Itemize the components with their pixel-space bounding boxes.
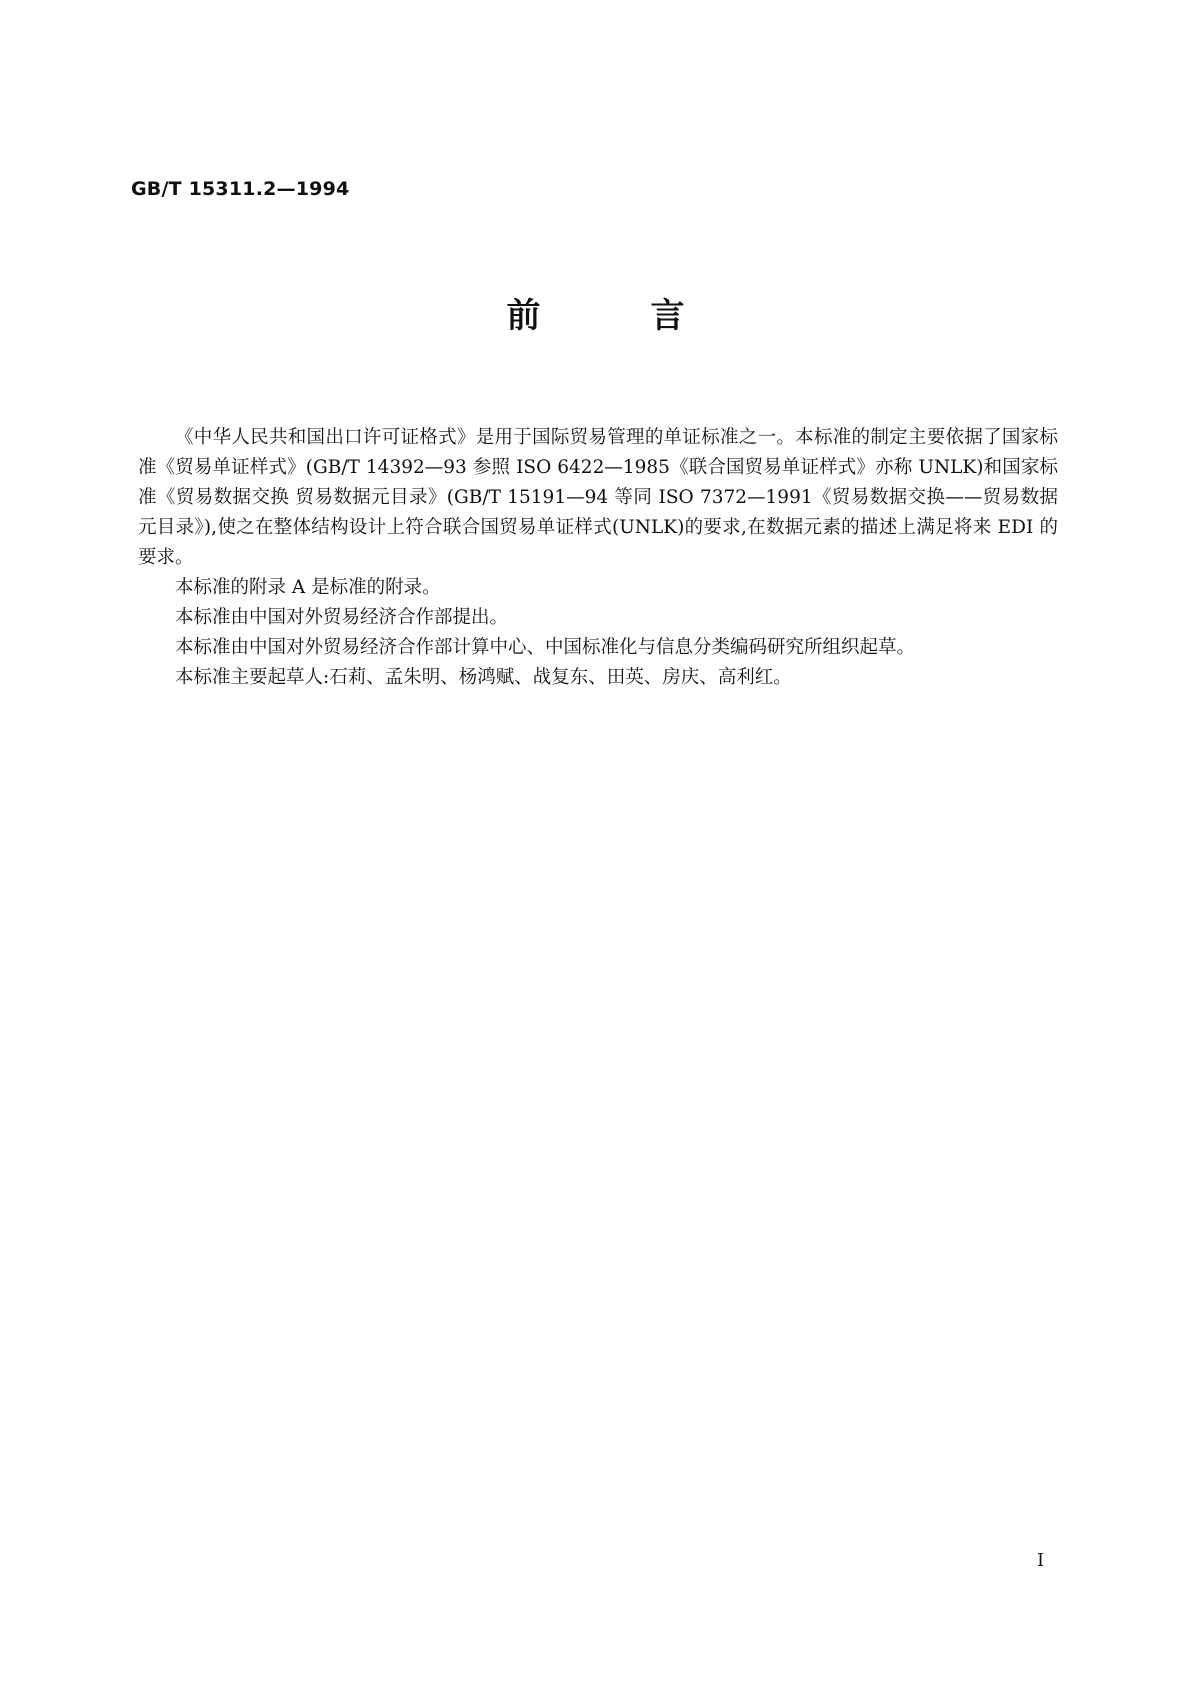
preface-paragraph-appendix: 本标准的附录 A 是标准的附录。 [175,577,441,598]
preface-paragraph-basis: 《中华人民共和国出口许可证格式》是用于国际贸易管理的单证标准之一。本标准的制定主要依据了国家标准《贸易单证样式》(GB/T 14392—93 参照 ISO 6422—1985《联合国贸易单证样式》亦称 UNLK)和国家标准《贸易数据交换 贸易数据元目录》(GB/T 15191—94 等同 ISO 7372—1991《贸易数据交换——贸易数据元目录》),使之在整体结构设计上符合联合国贸易单证样式(UNLK)的要求,在数据元素的描述上满足将来 EDI 的要求。 [138,427,1058,568]
preface-paragraph-drafting-org: 本标准由中国对外贸易经济合作部计算中心、中国标准化与信息分类编码研究所组织起草。 [175,637,916,658]
preface-paragraph-proposer: 本标准由中国对外贸易经济合作部提出。 [175,607,509,628]
page-number: I [1037,1550,1045,1571]
standard-number: GB/T 15311.2—1994 [131,178,350,200]
preface-paragraph-drafters: 本标准主要起草人:石莉、孟朱明、杨鸿赋、战复东、田英、房庆、高利红。 [175,667,792,688]
preface-body [138,423,1058,693]
page-title: 前言 [506,296,795,336]
